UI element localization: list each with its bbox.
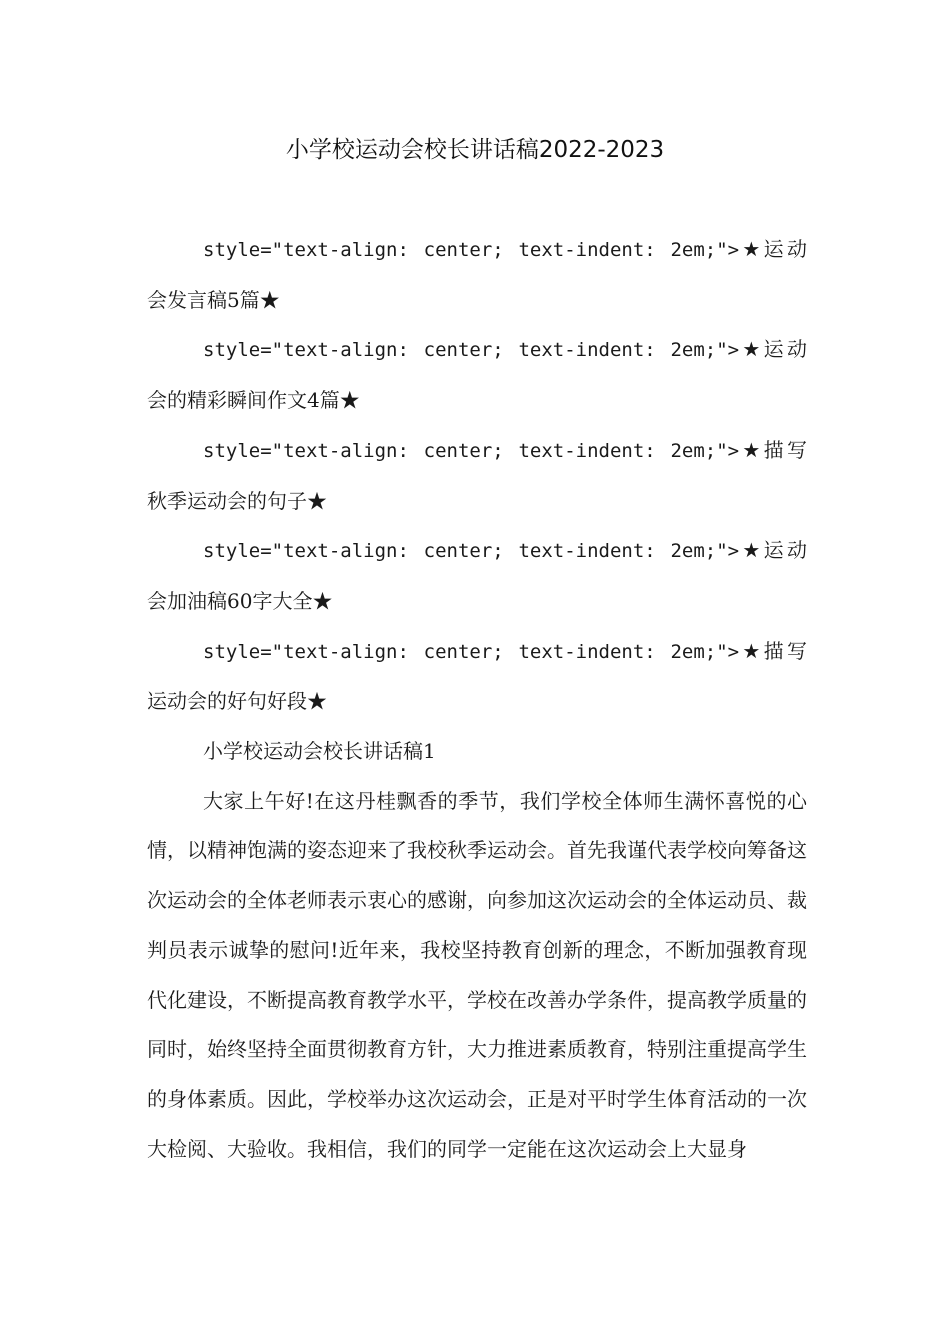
related-link-1[interactable] — [147, 225, 807, 325]
document-body — [147, 225, 807, 1174]
related-link-4[interactable] — [147, 526, 807, 626]
related-link-3[interactable] — [147, 426, 807, 526]
link-text: ★运动会的精彩瞬间作文4篇★ — [147, 337, 807, 413]
document-title: 小学校运动会校长讲话稿2022-2023 — [285, 137, 665, 163]
link-code: style="text-align: center; text-indent: 2em;"> — [203, 640, 740, 663]
body-paragraph: 大家上午好!在这丹桂飘香的季节，我们学校全体师生满怀喜悦的心情，以精神饱满的姿态迎来了我校秋季运动会。首先我谨代表学校向筹备这次运动会的全体老师表示衷心的感谢，向参加这次运动会的全体运动员、裁判员表示诚挚的慰问!近年来，我校坚持教育创新的理念，不断加强教育现代化建设，不断提高教育教学水平，学校在改善办学条件，提高教学质量的同时，始终坚持全面贯彻教育方针，大力推进素质教育，特别注重提高学生的身体素质。因此，学校举办这次运动会，正是对平时学生体育活动的一次大检阅、大验收。我相信，我们的同学一定能在这次运动会上大显身 — [147, 788, 807, 1161]
link-code: style="text-align: center; text-indent: 2em;"> — [203, 439, 740, 462]
section-heading: 小学校运动会校长讲话稿1 — [203, 739, 436, 764]
link-text: ★运动会发言稿5篇★ — [147, 237, 807, 312]
link-code: style="text-align: center; text-indent: 2em;"> — [203, 239, 740, 261]
link-code: style="text-align: center; text-indent: 2em;"> — [203, 540, 740, 563]
related-link-5[interactable] — [147, 627, 807, 727]
link-text: ★运动会加油稿60字大全★ — [147, 538, 807, 613]
link-code: style="text-align: center; text-indent: 2em;"> — [203, 339, 740, 362]
related-link-2[interactable] — [147, 325, 807, 425]
link-text: ★描写秋季运动会的句子★ — [147, 437, 807, 513]
link-text: ★描写运动会的好句好段★ — [147, 638, 807, 714]
